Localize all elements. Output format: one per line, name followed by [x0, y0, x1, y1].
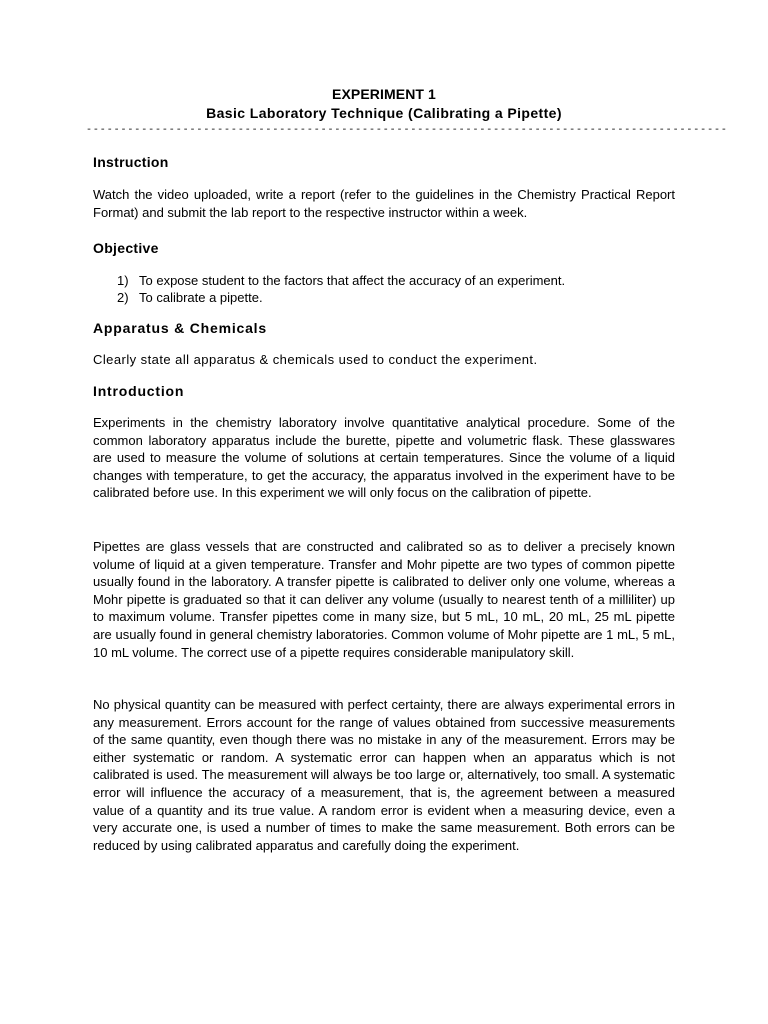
instruction-text: Watch the video uploaded, write a report (refer to the guidelines in the Chemistry Practical Report Format) and submit the lab report to the respective instructor within a week. [93, 187, 675, 220]
list-number: 1) [117, 273, 129, 288]
list-number: 2) [117, 290, 129, 305]
list-item [117, 272, 677, 289]
list-text: To calibrate a pipette. [139, 290, 263, 305]
list-item [117, 289, 677, 306]
apparatus-text: Clearly state all apparatus & chemicals used to conduct the experiment. [93, 352, 538, 367]
intro-paragraph-2: Pipettes are glass vessels that are constructed and calibrated so as to deliver a precisely known volume of liquid at a given temperature. Transfer and Mohr pipette are two types of common pipette usually found in the laboratory. A transfer pipette is calibrated to deliver only one volume, whereas a Mohr pipette is graduated so that it can deliver any volume (usually to nearest tenth of a milliliter) up to maximum volume. Transfer pipettes come in many size, but 5 mL, 10 mL, 20 mL, 25 mL pipette are usually found in general chemistry laboratories. Common volume of Mohr pipette are 1 mL, 5 mL, 10 mL volume. The correct use of a pipette requires considerable manipulatory skill. [93, 539, 675, 660]
objective-list [117, 272, 677, 306]
apparatus-heading: Apparatus & Chemicals [93, 320, 267, 336]
instruction-heading: Instruction [93, 154, 169, 170]
introduction-heading: Introduction [93, 383, 185, 399]
objective-heading: Objective [93, 240, 159, 256]
intro-paragraph-1: Experiments in the chemistry laboratory involve quantitative analytical procedure. Some of the common laboratory apparatus include the burette, pipette and volumetric flask. These glasswares are used to measure the volume of solutions at certain temperatures. Since the volume of a liquid changes with temperature, to get the accuracy, the apparatus involved in the experiment have to be calibrated before use. In this experiment we will only focus on the calibration of pipette. [93, 415, 675, 501]
intro-paragraph-3: No physical quantity can be measured with perfect certainty, there are always experimental errors in any measurement. Errors account for the range of values obtained from successive measurements of the same quantity, even though there was no mistake in any of the measurement. Errors may be either systematic or random. A systematic error can happen when an apparatus which is not calibrated is used. The measurement will always be too large or, alternatively, too small. A systematic error will influence the accuracy of a measurement, that is, the agreement between a measured value of a quantity and its true value. A random error is evident when a measuring device, even a very accurate one, is used a number of times to make the same measurement. Both errors can be reduced by using calibrated apparatus and carefully doing the experiment. [93, 697, 675, 853]
dashed-divider: --------------------------------------------------------------------------------------------- [86, 125, 728, 136]
list-text: To expose student to the factors that affect the accuracy of an experiment. [139, 273, 566, 288]
experiment-number: EXPERIMENT 1 [332, 86, 436, 102]
document-title: Basic Laboratory Technique (Calibrating a Pipette) [206, 105, 562, 121]
